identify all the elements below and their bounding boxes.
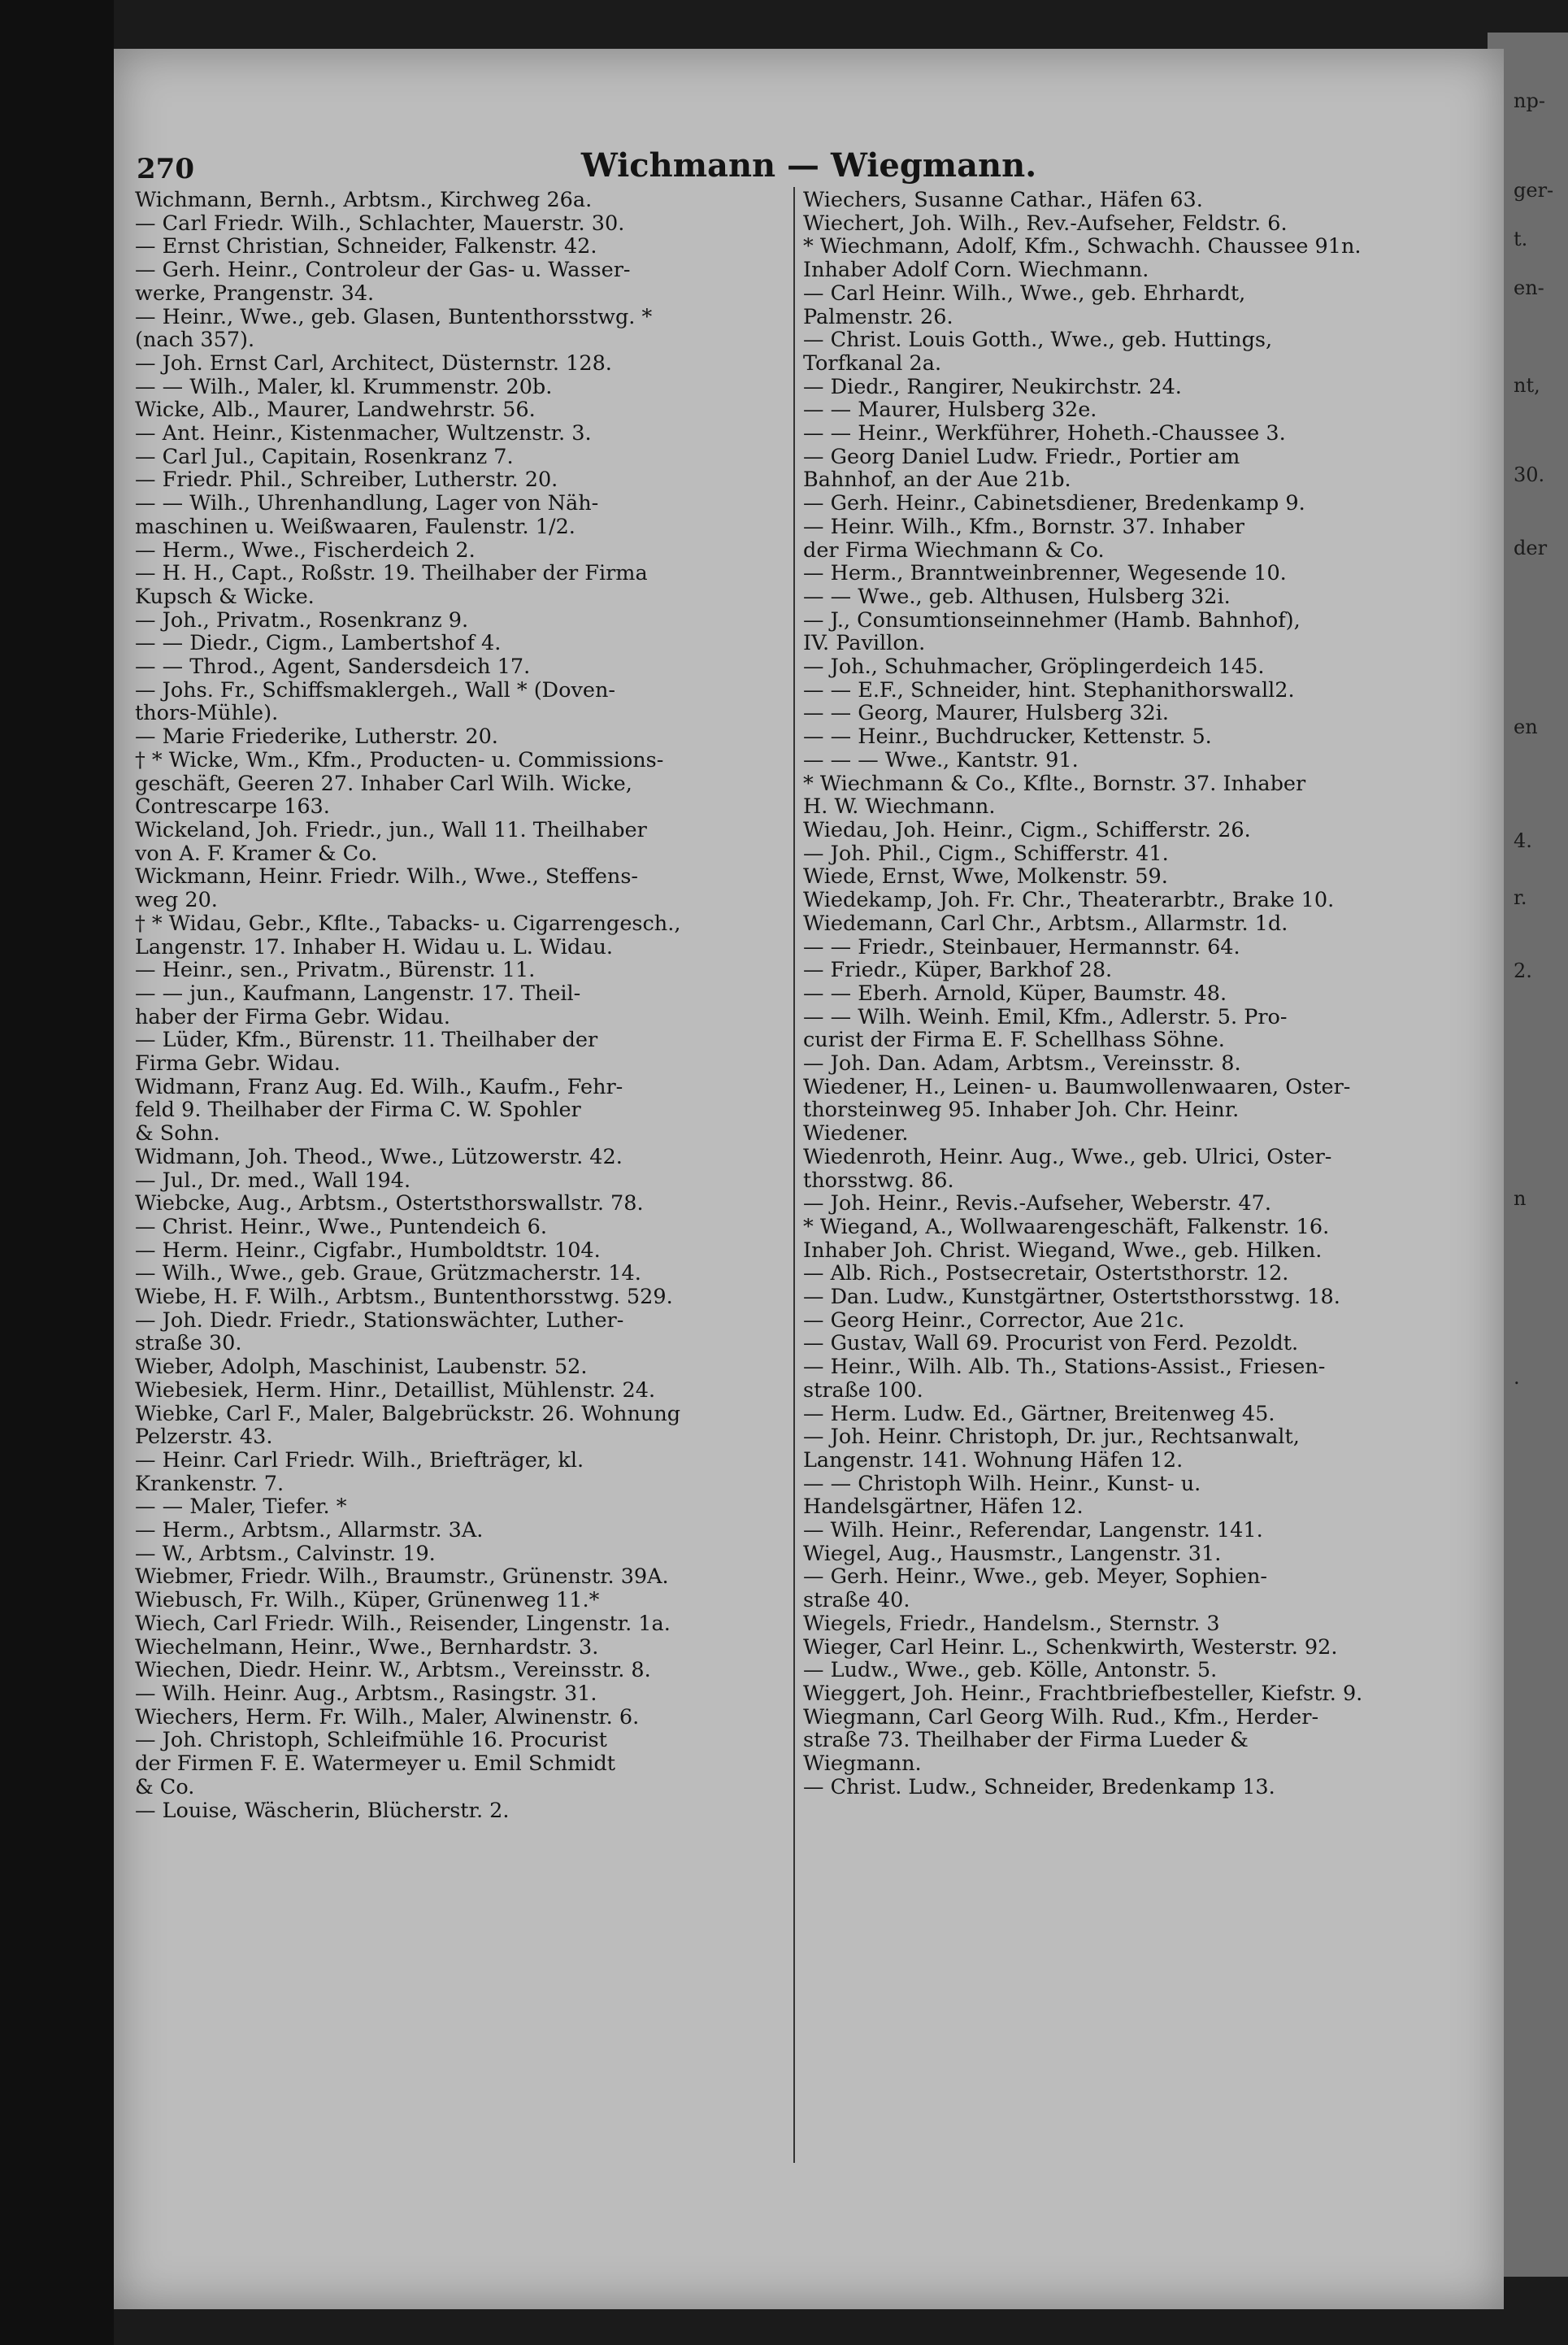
margin-fragment: en- [1514,276,1544,299]
directory-entry-line: (nach 357). [135,328,255,352]
directory-entry-line: werke, Prangenstr. 34. [135,281,375,306]
directory-entry-line: straße 40. [803,1589,910,1612]
directory-entry-line: — Ant. Heinr., Kistenmacher, Wultzenstr. 3. [135,422,592,446]
directory-entry-line: — — E.F., Schneider, hint. Stephanithorswall2. [803,678,1295,703]
directory-entry-line: Contrescarpe 163. [135,795,330,819]
directory-entry-line: — — Wilh. Weinh. Emil, Kfm., Adlerstr. 5. Pro- [803,1005,1288,1029]
directory-entry-line: — Gerh. Heinr., Cabinetsdiener, Bredenkamp 9. [803,492,1305,516]
directory-entry-line: — Joh. Diedr. Friedr., Stationswächter, Luther- [135,1308,624,1333]
directory-entry-line: — H. H., Capt., Roßstr. 19. Theilhaber der Firma [135,562,648,585]
directory-entry-line: — Georg Daniel Ludw. Friedr., Portier am [803,445,1240,469]
directory-page [114,49,1504,2309]
directory-entry-line: — Heinr. Carl Friedr. Wilh., Briefträger, kl. [135,1448,584,1473]
directory-entry-line: — Joh. Heinr. Christoph, Dr. jur., Rechtsanwalt, [803,1425,1300,1449]
directory-entry-line: Wickeland, Joh. Friedr., jun., Wall 11. Theilhaber [135,818,647,842]
directory-entry-line: — — Heinr., Werkführer, Hoheth.-Chaussee 3. [803,422,1286,446]
directory-entry-line: Handelsgärtner, Häfen 12. [803,1495,1084,1520]
directory-entry-line: — Alb. Rich., Postsecretair, Ostertsthorstr. 12. [803,1262,1289,1286]
directory-entry-line: maschinen u. Weißwaaren, Faulenstr. 1/2. [135,515,576,539]
directory-entry-line: — — Christoph Wilh. Heinr., Kunst- u. [803,1472,1201,1496]
directory-entry-line: † * Widau, Gebr., Kflte., Tabacks- u. Cigarrengesch., [135,911,681,936]
directory-entry-line: — Carl Friedr. Wilh., Schlachter, Mauerstr. 30. [135,211,625,236]
directory-entry-line: — Heinr., sen., Privatm., Bürenstr. 11. [135,959,536,982]
directory-entry-line: Bahnhof, an der Aue 21b. [803,468,1071,493]
directory-entry-line: — Johs. Fr., Schiffsmaklergeh., Wall * (Doven- [135,678,616,703]
directory-entry-line: — Friedr. Phil., Schreiber, Lutherstr. 20. [135,468,558,493]
directory-entry-line: der Firmen F. E. Watermeyer u. Emil Schmidt [135,1752,616,1776]
margin-fragment: der [1514,537,1548,559]
directory-entry-line: — Herm., Branntweinbrenner, Wegesende 10. [803,562,1287,585]
directory-entry-line: Wiedekamp, Joh. Fr. Chr., Theaterarbtr., Brake 10. [803,889,1335,912]
directory-entry-line: Kupsch & Wicke. [135,585,315,609]
margin-fragment: 4. [1514,829,1532,852]
column-divider [793,187,795,2163]
directory-entry-line: Wiebcke, Aug., Arbtsm., Ostertsthorswallstr. 78. [135,1192,644,1216]
directory-entry-line: — Wilh., Wwe., geb. Graue, Grützmacherstr. 14. [135,1262,641,1286]
directory-entry-line: — Joh. Heinr., Revis.-Aufseher, Weberstr. 47. [803,1192,1271,1216]
directory-entry-line: Wiechelmann, Heinr., Wwe., Bernhardstr. 3. [135,1635,599,1660]
directory-entry-line: — Wilh. Heinr. Aug., Arbtsm., Rasingstr. 31. [135,1682,597,1706]
directory-entry-line: — — Eberh. Arnold, Küper, Baumstr. 48. [803,981,1227,1006]
directory-entry-line: — Heinr. Wilh., Kfm., Bornstr. 37. Inhaber [803,515,1244,539]
directory-entry-line: — Joh., Schuhmacher, Gröplingerdeich 145. [803,655,1265,679]
directory-entry-line: — Gustav, Wall 69. Procurist von Ferd. Pezoldt. [803,1332,1299,1356]
margin-fragment: en [1514,716,1538,738]
directory-entry-line: Widmann, Franz Aug. Ed. Wilh., Kaufm., Fehr- [135,1075,623,1099]
directory-entry-line: — Diedr., Rangirer, Neukirchstr. 24. [803,375,1182,399]
directory-entry-line: Wiedener, H., Leinen- u. Baumwollenwaaren, Oster- [803,1075,1351,1099]
margin-fragment: nt, [1514,374,1540,397]
directory-entry-line: Wieggert, Joh. Heinr., Frachtbriefbesteller, Kiefstr. 9. [803,1682,1363,1706]
directory-entry-line: — Louise, Wäscherin, Blücherstr. 2. [135,1799,510,1823]
directory-entry-line: Wiegel, Aug., Hausmstr., Langenstr. 31. [803,1542,1222,1566]
directory-entry-line: Wiegmann, Carl Georg Wilh. Rud., Kfm., Herder- [803,1705,1319,1729]
directory-entry-line: Wicke, Alb., Maurer, Landwehrstr. 56. [135,398,536,423]
directory-entry-line: Wiede, Ernst, Wwe, Molkenstr. 59. [803,865,1168,890]
directory-entry-line: H. W. Wiechmann. [803,795,996,819]
directory-entry-line: — Christ. Louis Gotth., Wwe., geb. Huttings, [803,328,1273,352]
directory-entry-line: Wiechers, Susanne Cathar., Häfen 63. [803,189,1203,212]
directory-entry-line: * Wiechmann & Co., Kflte., Bornstr. 37. Inhaber [803,772,1306,796]
scan-border [0,0,114,2345]
directory-entry-line: Wiechen, Diedr. Heinr. W., Arbtsm., Vereinsstr. 8. [135,1659,651,1682]
directory-entry-line: — — Wilh., Maler, kl. Krummenstr. 20b. [135,375,553,399]
directory-entry-line: † * Wicke, Wm., Kfm., Producten- u. Commissions- [135,748,664,772]
directory-entry-line: Wiebusch, Fr. Wilh., Küper, Grünenweg 11.* [135,1589,600,1612]
directory-entry-line: Wiedenroth, Heinr. Aug., Wwe., geb. Ulrici, Oster- [803,1145,1332,1169]
margin-fragment: . [1514,1366,1520,1389]
directory-entry-line: — — Wilh., Uhrenhandlung, Lager von Näh- [135,492,599,516]
margin-fragment: n [1514,1187,1527,1210]
directory-entry-line: — Carl Jul., Capitain, Rosenkranz 7. [135,445,514,469]
directory-entry-line: — Herm. Ludw. Ed., Gärtner, Breitenweg 45. [803,1402,1275,1426]
directory-entry-line: — — Heinr., Buchdrucker, Kettenstr. 5. [803,725,1212,749]
directory-entry-line: Langenstr. 141. Wohnung Häfen 12. [803,1448,1184,1473]
directory-entry-line: weg 20. [135,889,218,912]
directory-entry-line: — Dan. Ludw., Kunstgärtner, Ostertsthorsstwg. 18. [803,1286,1340,1309]
directory-entry-line: Wiedau, Joh. Heinr., Cigm., Schifferstr. 26. [803,818,1251,842]
directory-entry-line: — — Maler, Tiefer. * [135,1495,347,1520]
directory-entry-line: Pelzerstr. 43. [135,1425,273,1449]
directory-entry-line: — Heinr., Wilh. Alb. Th., Stations-Assist., Friesen- [803,1355,1326,1379]
directory-entry-line: Inhaber Joh. Christ. Wiegand, Wwe., geb. Hilken. [803,1238,1323,1263]
directory-entry-line: Wiechert, Joh. Wilh., Rev.-Aufseher, Feldstr. 6. [803,211,1288,236]
directory-entry-line: — Jul., Dr. med., Wall 194. [135,1168,411,1193]
directory-entry-line: — — Maurer, Hulsberg 32e. [803,398,1097,423]
directory-entry-line: thorsstwg. 86. [803,1168,954,1193]
directory-entry-line: Wiegmann. [803,1752,922,1776]
page-number: 270 [137,153,194,185]
directory-entry-line: — Gerh. Heinr., Wwe., geb. Meyer, Sophien- [803,1565,1268,1590]
margin-fragment: r. [1514,886,1527,909]
directory-entry-line: — — Friedr., Steinbauer, Hermannstr. 64. [803,935,1240,959]
directory-entry-line: IV. Pavillon. [803,632,926,656]
directory-entry-line: Firma Gebr. Widau. [135,1052,341,1076]
directory-entry-line: — Ludw., Wwe., geb. Kölle, Antonstr. 5. [803,1659,1218,1682]
directory-entry-line: haber der Firma Gebr. Widau. [135,1005,450,1029]
directory-entry-line: Wiedemann, Carl Chr., Arbtsm., Allarmstr. 1d. [803,911,1288,936]
directory-entry-line: Wieber, Adolph, Maschinist, Laubenstr. 52. [135,1355,588,1379]
directory-entry-line: — Joh., Privatm., Rosenkranz 9. [135,608,469,633]
directory-entry-line: — Georg Heinr., Corrector, Aue 21c. [803,1308,1185,1333]
directory-entry-line: — — Diedr., Cigm., Lambertshof 4. [135,632,502,656]
directory-entry-line: — W., Arbtsm., Calvinstr. 19. [135,1542,436,1566]
directory-entry-line: straße 100. [803,1378,923,1403]
left-column [135,189,785,1822]
directory-entry-line: — Christ. Ludw., Schneider, Bredenkamp 13. [803,1775,1275,1799]
directory-entry-line: — Joh. Christoph, Schleifmühle 16. Procurist [135,1729,607,1753]
directory-entry-line: thorsteinweg 95. Inhaber Joh. Chr. Heinr. [803,1099,1240,1123]
directory-entry-line: thors-Mühle). [135,702,279,726]
directory-entry-line: Wiebe, H. F. Wilh., Arbtsm., Buntenthorsstwg. 529. [135,1286,673,1309]
margin-fragment: t. [1514,228,1528,250]
directory-entry-line: — Joh. Phil., Cigm., Schifferstr. 41. [803,842,1169,866]
margin-fragment: 30. [1514,463,1545,486]
directory-entry-line: — Heinr., Wwe., geb. Glasen, Buntenthorsstwg. * [135,305,653,329]
directory-entry-line: — Ernst Christian, Schneider, Falkenstr. 42. [135,235,597,259]
directory-entry-line: — Gerh. Heinr., Controleur der Gas- u. Wasser- [135,259,631,282]
right-column [803,189,1484,1799]
directory-entry-line: — — jun., Kaufmann, Langenstr. 17. Theil- [135,981,581,1006]
directory-entry-line: — J., Consumtionseinnehmer (Hamb. Bahnhof), [803,608,1301,633]
directory-entry-line: Widmann, Joh. Theod., Wwe., Lützowerstr. 42. [135,1145,623,1169]
directory-entry-line: * Wiechmann, Adolf, Kfm., Schwachh. Chaussee 91n. [803,235,1362,259]
directory-entry-line: — — Wwe., geb. Althusen, Hulsberg 32i. [803,585,1231,609]
directory-entry-line: — Herm., Wwe., Fischerdeich 2. [135,538,476,563]
directory-entry-line: Wiedener. [803,1122,909,1146]
directory-entry-line: Palmenstr. 26. [803,305,953,329]
directory-entry-line: — Joh. Dan. Adam, Arbtsm., Vereinsstr. 8. [803,1052,1241,1076]
directory-entry-line: — Wilh. Heinr., Referendar, Langenstr. 141. [803,1519,1263,1542]
directory-entry-line: curist der Firma E. F. Schellhass Söhne. [803,1029,1225,1053]
directory-entry-line: Torfkanal 2a. [803,351,942,376]
directory-entry-line: & Sohn. [135,1122,220,1146]
directory-entry-line: der Firma Wiechmann & Co. [803,538,1105,563]
directory-entry-line: Wiechers, Herm. Fr. Wilh., Maler, Alwinenstr. 6. [135,1705,640,1729]
margin-fragment: ger- [1514,179,1554,202]
directory-entry-line: — Joh. Ernst Carl, Architect, Düsternstr. 128. [135,351,612,376]
directory-entry-line: Krankenstr. 7. [135,1472,284,1496]
directory-entry-line: geschäft, Geeren 27. Inhaber Carl Wilh. Wicke, [135,772,632,796]
directory-entry-line: straße 73. Theilhaber der Firma Lueder & [803,1729,1249,1753]
directory-entry-line: — Friedr., Küper, Barkhof 28. [803,959,1113,982]
directory-entry-line: Wiebesiek, Herm. Hinr., Detaillist, Mühlenstr. 24. [135,1378,656,1403]
margin-fragment: np- [1514,89,1545,112]
adjacent-page-margin [1514,0,1562,2345]
directory-entry-line: — — — Wwe., Kantstr. 91. [803,748,1079,772]
directory-entry-line: Wieger, Carl Heinr. L., Schenkwirth, Westerstr. 92. [803,1635,1338,1660]
directory-entry-line: von A. F. Kramer & Co. [135,842,378,866]
page-header: Wichmann — Wiegmann. [580,146,1037,185]
directory-entry-line: — Herm. Heinr., Cigfabr., Humboldtstr. 104. [135,1238,601,1263]
directory-entry-line: — Marie Friederike, Lutherstr. 20. [135,725,498,749]
margin-fragment: 2. [1514,959,1532,982]
directory-entry-line: straße 30. [135,1332,242,1356]
directory-entry-line: Wichmann, Bernh., Arbtsm., Kirchweg 26a. [135,189,593,212]
directory-entry-line: — Christ. Heinr., Wwe., Puntendeich 6. [135,1215,547,1239]
directory-entry-line: Wiegels, Friedr., Handelsm., Sternstr. 3 [803,1612,1220,1636]
directory-entry-line: — Lüder, Kfm., Bürenstr. 11. Theilhaber der [135,1029,598,1053]
directory-entry-line: feld 9. Theilhaber der Firma C. W. Spohler [135,1099,581,1123]
directory-entry-line: — Carl Heinr. Wilh., Wwe., geb. Ehrhardt, [803,281,1246,306]
directory-entry-line: Wiebmer, Friedr. Wilh., Braumstr., Grünenstr. 39A. [135,1565,669,1590]
directory-entry-line: — — Georg, Maurer, Hulsberg 32i. [803,702,1170,726]
directory-entry-line: Wiebke, Carl F., Maler, Balgebrückstr. 26. Wohnung [135,1402,681,1426]
directory-entry-line: Langenstr. 17. Inhaber H. Widau u. L. Widau. [135,935,613,959]
directory-entry-line: — Herm., Arbtsm., Allarmstr. 3A. [135,1519,484,1542]
directory-entry-line: Wickmann, Heinr. Friedr. Wilh., Wwe., Steffens- [135,865,639,890]
directory-entry-line: * Wiegand, A., Wollwaarengeschäft, Falkenstr. 16. [803,1215,1330,1239]
directory-entry-line: & Co. [135,1775,195,1799]
directory-entry-line: Wiech, Carl Friedr. Wilh., Reisender, Lingenstr. 1a. [135,1612,671,1636]
directory-entry-line: Inhaber Adolf Corn. Wiechmann. [803,259,1149,282]
directory-entry-line: — — Throd., Agent, Sandersdeich 17. [135,655,531,679]
